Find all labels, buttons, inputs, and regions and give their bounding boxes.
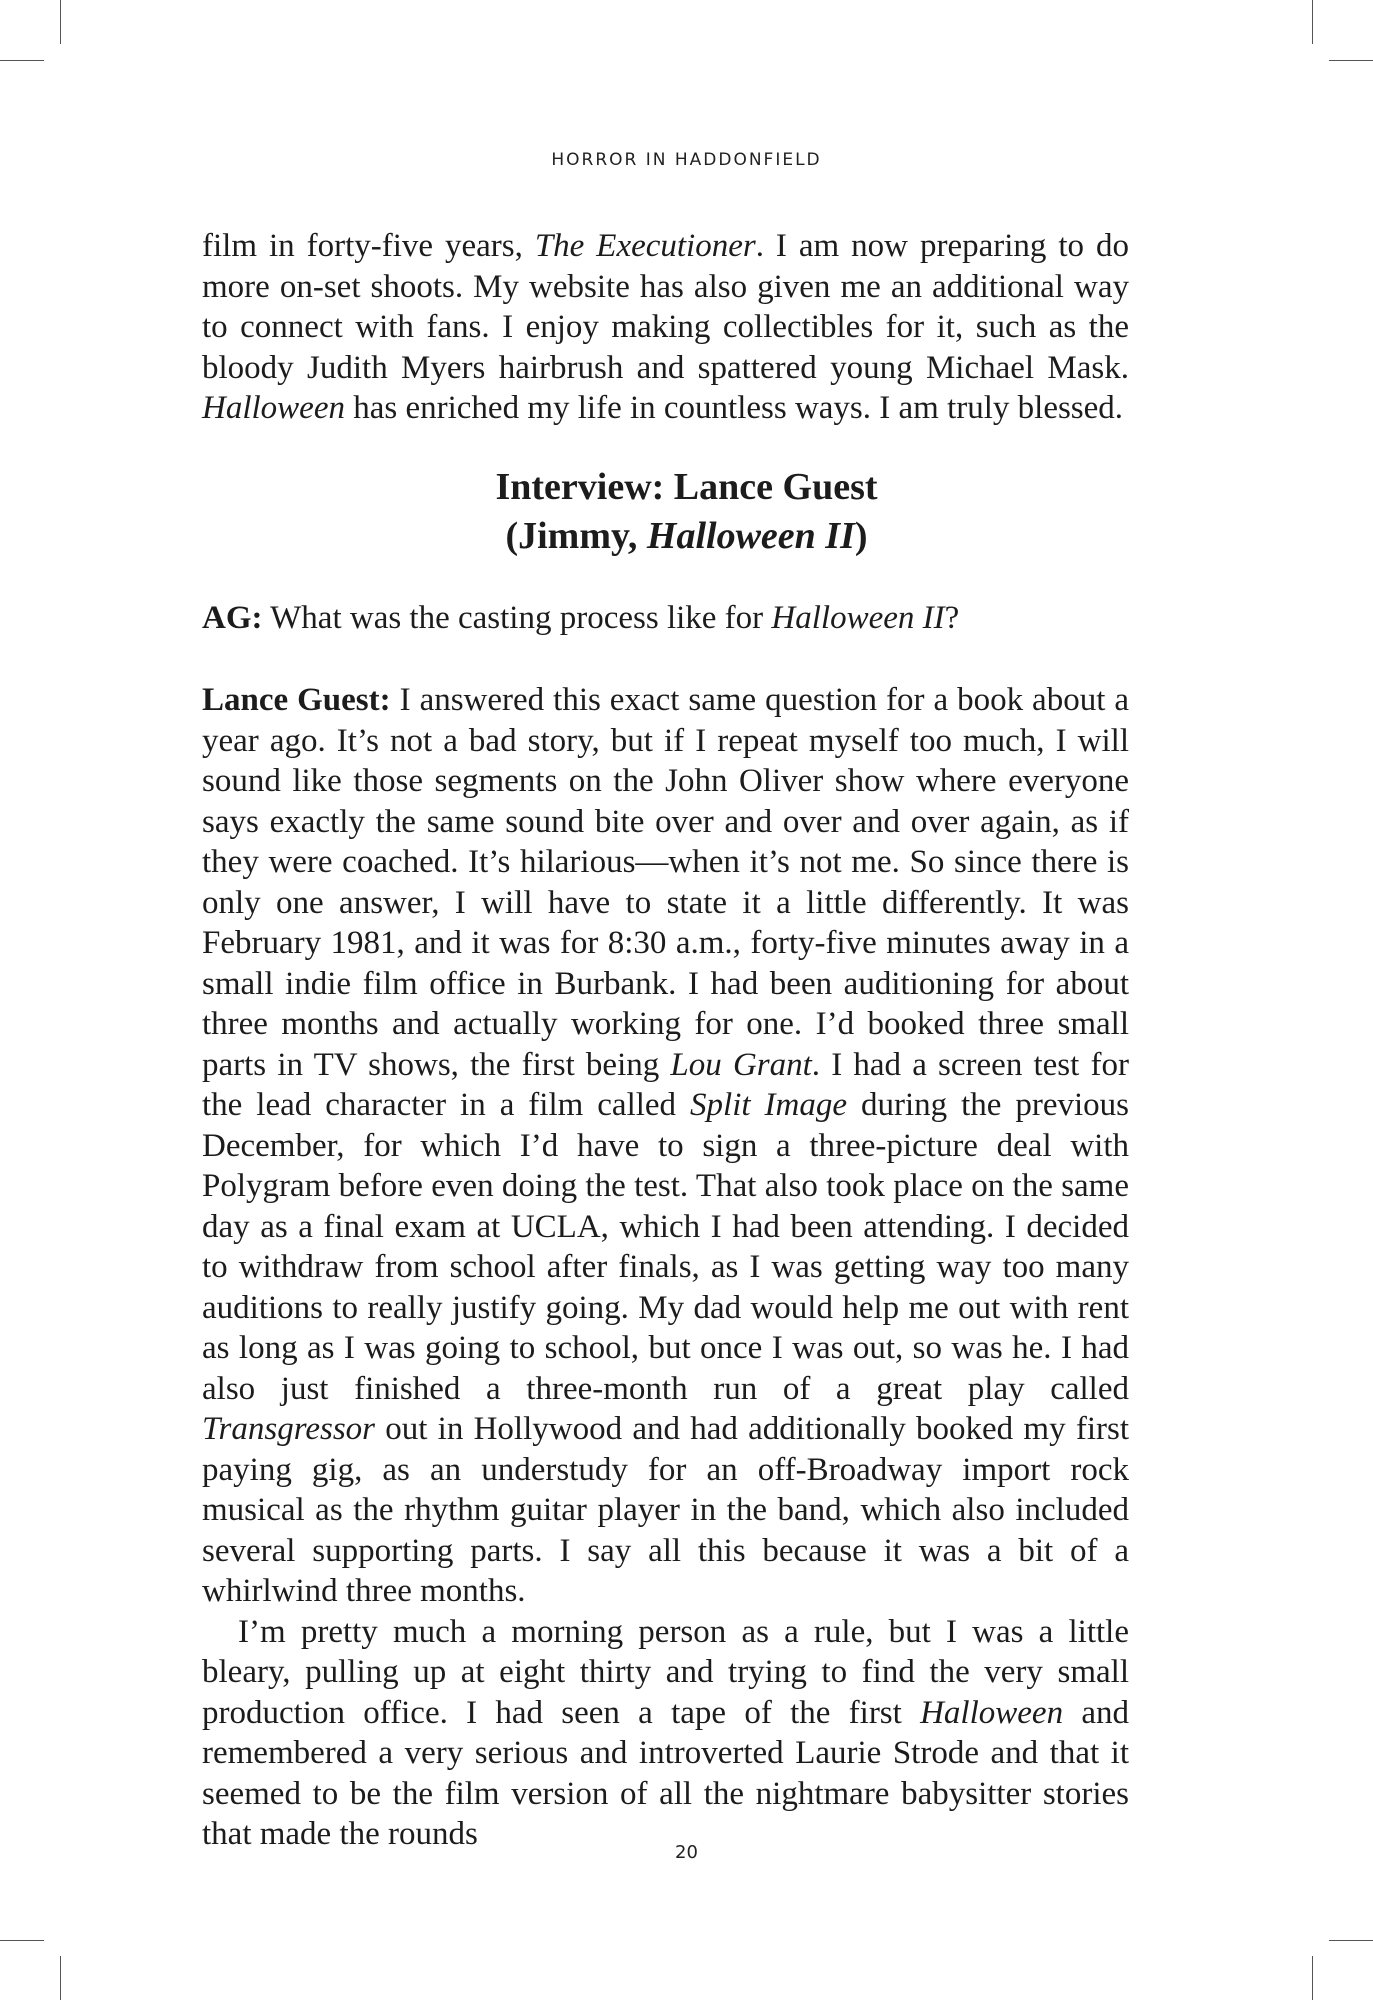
- film-title: Halloween: [202, 390, 345, 426]
- interview-answer: Lance Guest: I answered this exact same question for a book about a year ago. It’s not a bad story, but if I repeat myself too much, I will sound like those segments on the John Oliver show where everyone says exactly the same sound bite over and over and over again, as if they were coached. It’s hilarious—when it’s not me. So since there is only one answer, I will have to state it a little differently. It was February 1981, and it was for 8:30 a.m., forty-five minutes away in a small indie film office in Burbank. I had been auditioning for about three months and actually working for one. I’d booked three small parts in TV shows, the first being Lou Grant. I had a screen test for the lead character in a film called Split Image during the previous December, for which I’d have to sign a three-picture deal with Polygram before even doing the test. That also took place on the same day as a final exam at UCLA, which I had been attending. I decided to withdraw from school after finals, as I was getting way too many auditions to really justify going. My dad would help me out with rent as long as I was going to school, but once I was out, so was he. I had also just finished a three-month run of a great play called Transgressor out in Hollywood and had additionally booked my first paying gig, as an understudy for an off-Broadway import rock musical as the rhythm guitar player in the band, which also included several supporting parts. I say all this because it was a bit of a whirlwind three months. I’m pretty much a morning person as a rule, but I was a little bleary, pulling up at eight thirty and trying to find the very small production office. I had seen a tape of the first Halloween and remembered a very serious and introverted Laurie Strode and that it seemed to be the film version of all the nightmare babysitter stories that made the rounds: [202, 680, 1129, 1855]
- crop-mark-top-left-horizontal: [0, 60, 44, 61]
- answer-continuation-paragraph: I’m pretty much a morning person as a rule, but I was a little bleary, pulling up at eight thirty and trying to find the very small production office. I had seen a tape of the first Halloween and remembered a very serious and introverted Laurie Strode and that it seemed to be the film version of all the nightmare babysitter stories that made the rounds: [202, 1613, 1129, 1852]
- heading-line-2: (Jimmy, Halloween II): [505, 515, 868, 557]
- intro-paragraph: film in forty-five years, The Executioner. I am now preparing to do more on-set shoots. My website has also given me an additional way to connect with fans. I enjoy making collectibles for it, such as the bloody Judith Myers hairbrush and spattered young Michael Mask. Halloween has enriched my life in countless ways. I am truly blessed.: [202, 228, 1129, 426]
- film-title: Halloween II: [771, 600, 945, 636]
- section-heading: [0, 463, 1373, 561]
- page-number: 20: [675, 1842, 698, 1863]
- crop-mark-bottom-left-horizontal: [0, 1940, 44, 1941]
- running-head: HORROR IN HADDONFIELD: [551, 150, 822, 170]
- speaker-label: AG:: [202, 600, 263, 636]
- show-title: Lou Grant: [670, 1046, 812, 1083]
- interview-question: AG: What was the casting process like for Halloween II?: [202, 600, 960, 636]
- crop-mark-bottom-right-vertical: [1312, 1956, 1313, 2000]
- film-title: Halloween: [920, 1694, 1064, 1731]
- film-title: The Executioner: [534, 228, 756, 264]
- crop-mark-bottom-left-vertical: [60, 1956, 61, 2000]
- crop-mark-top-right-vertical: [1312, 0, 1313, 44]
- crop-mark-bottom-right-horizontal: [1329, 1940, 1373, 1941]
- play-title: Transgressor: [202, 1411, 376, 1447]
- crop-mark-top-right-horizontal: [1329, 60, 1373, 61]
- speaker-label: Lance Guest:: [202, 682, 391, 718]
- heading-line-1: Interview: Lance Guest: [495, 466, 878, 508]
- film-title: Split Image: [690, 1087, 847, 1123]
- crop-mark-top-left-vertical: [60, 0, 61, 44]
